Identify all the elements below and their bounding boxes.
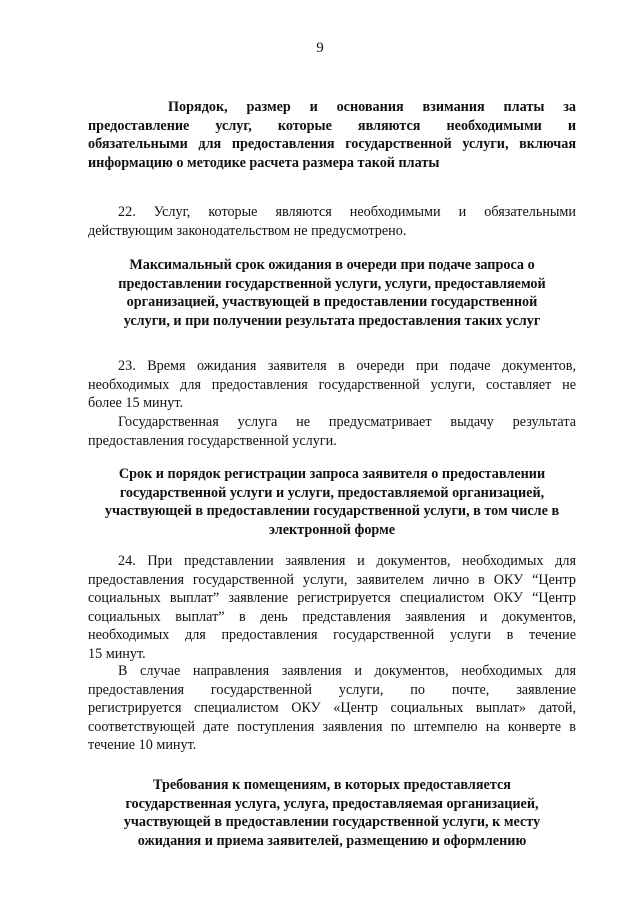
section-heading-premises — [88, 776, 576, 850]
section-heading-registration — [88, 465, 576, 539]
text-line: 22. Услуг, которые являются необходимыми и обязательными — [118, 204, 576, 220]
text-line: социальных выплат” в день представления заявления и документов, — [88, 608, 576, 625]
heading-line: Срок и порядок регистрации запроса заявителя о предоставлении — [118, 466, 546, 482]
page-number: 9 — [316, 40, 324, 56]
text-line: регистрируется специалистом ОКУ «Центр социальных выплат» датой, — [88, 700, 576, 716]
text-line: 15 минут. — [88, 645, 146, 662]
heading-line: услуги, и при получении результата предоставления таких услуг — [123, 312, 541, 329]
text-line: действующим законодательством не предусмотрено. — [88, 222, 407, 239]
heading-line: Порядок, размер и основания взимания платы за — [168, 99, 576, 115]
heading-line: ожидания и приема заявителей, размещению и оформлению — [137, 832, 527, 849]
heading-line: электронной форме — [268, 521, 396, 538]
heading-line: участвующей в предоставлении государственной услуги, в том числе в — [104, 503, 560, 519]
heading-line: предоставлении государственной услуги, услуги, предоставляемой — [118, 275, 546, 292]
paragraph-23-note — [88, 413, 576, 450]
heading-line: предоставление услуг, которые являются необходимыми и — [88, 117, 576, 134]
text-line: необходимых для предоставления государственной услуги, составляет не — [88, 376, 576, 393]
section-heading-queue-time — [88, 256, 576, 330]
paragraph-22 — [88, 203, 576, 240]
heading-line: организацией, участвующей в предоставлении государственной — [126, 294, 538, 310]
text-line: В случае направления заявления и документов, необходимых для — [118, 663, 576, 679]
paragraph-23 — [88, 357, 576, 413]
text-line: необходимых для предоставления государственной услуги в течение — [88, 627, 576, 643]
heading-line: обязательными для предоставления государственной услуги, включая — [88, 136, 576, 152]
text-line: предоставления государственной услуги, заявителем лично в ОКУ “Центр — [88, 571, 576, 588]
heading-line: Максимальный срок ожидания в очереди при подаче запроса о — [129, 257, 535, 273]
text-line: 23. Время ожидания заявителя в очереди при подаче документов, — [118, 358, 576, 374]
text-line: более 15 минут. — [88, 395, 184, 411]
heading-line: государственной услуги и услуги, предоставляемой организацией, — [119, 484, 545, 501]
section-heading-fee — [88, 98, 576, 172]
text-line: социальных выплат” заявление регистрируется специалистом ОКУ “Центр — [88, 590, 576, 606]
paragraph-24-mail — [88, 662, 576, 755]
heading-line: Требования к помещениям, в которых предоставляется — [153, 777, 511, 793]
paragraph-24 — [88, 552, 576, 663]
text-line: предоставления государственной услуги, по почте, заявление — [88, 681, 576, 698]
heading-line: информацию о методике расчета размера такой платы — [88, 154, 440, 171]
text-line: Государственная услуга не предусматривает выдачу результата — [118, 414, 576, 430]
text-line: предоставления государственной услуги. — [88, 432, 337, 449]
text-line: соответствующей дате поступления заявления по штемпелю на конверте в — [88, 718, 576, 735]
text-line: течение 10 минут. — [88, 737, 197, 753]
heading-line: участвующей в предоставлении государственной услуги, к месту — [123, 814, 541, 830]
text-line: 24. При представлении заявления и документов, необходимых для — [118, 553, 576, 569]
heading-line: государственная услуга, услуга, предоставляемая организацией, — [125, 795, 539, 812]
